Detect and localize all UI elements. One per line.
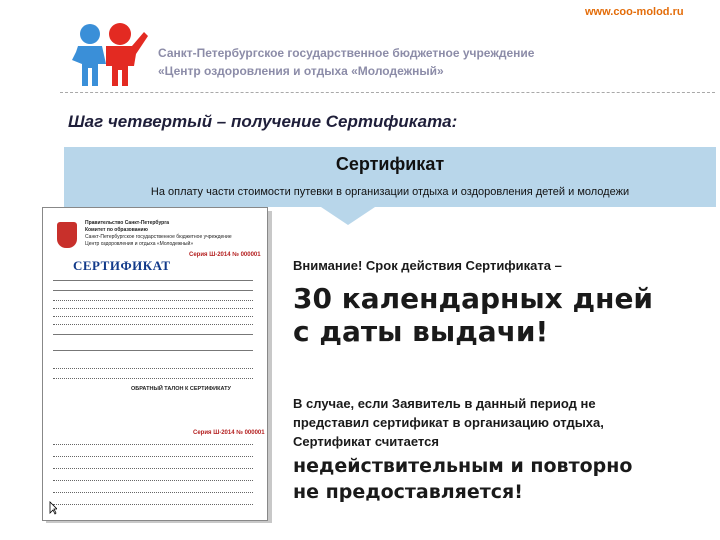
cert-form-line (53, 368, 253, 369)
condition-text (293, 394, 604, 451)
consequence-line2: не предоставляется! (293, 481, 523, 503)
cert-form-line (53, 324, 253, 325)
cert-form-line (53, 480, 253, 481)
cert-form-line (53, 334, 253, 335)
cert-institution-line2: Центр оздоровления и отдыха «Молодежный» (85, 241, 194, 247)
logo-children-icon (68, 20, 148, 90)
org-name-line1: Санкт-Петербургское государственное бюджетное учреждение (158, 46, 535, 60)
cert-form-line (53, 444, 253, 445)
certificate-image (42, 207, 268, 521)
cert-form-line (53, 504, 253, 505)
cert-form-line (53, 456, 253, 457)
cert-form-line (53, 290, 253, 291)
cert-authority-line1: Правительство Санкт-Петербурга (85, 220, 170, 226)
deadline-line1: 30 календарных дней (293, 282, 654, 315)
cert-form-line (53, 280, 253, 281)
cert-form-line (53, 316, 253, 317)
cert-form-line (53, 308, 253, 309)
cert-form-line (53, 468, 253, 469)
condition-line3: Сертификат считается (293, 434, 439, 449)
consequence-text (293, 453, 632, 505)
cert-authority-line2: Комитет по образованию (85, 227, 148, 233)
cert-serial: Серия Ш-2014 № 000001 (189, 252, 261, 258)
cert-serial-2: Серия Ш-2014 № 000001 (193, 430, 265, 436)
condition-line2: представил сертификат в организацию отдыха, (293, 415, 604, 430)
header-divider (60, 92, 715, 93)
certificate-banner (64, 147, 716, 207)
coat-of-arms-icon (57, 222, 77, 248)
condition-line1: В случае, если Заявитель в данный период не (293, 396, 596, 411)
cert-title: СЕРТИФИКАТ (73, 258, 171, 273)
logo (68, 20, 148, 90)
cert-form-line (53, 378, 253, 379)
cert-form-line (53, 300, 253, 301)
cursor-icon (49, 501, 57, 515)
cert-talon-title: ОБРАТНЫЙ ТАЛОН К СЕРТИФИКАТУ (131, 386, 231, 392)
cert-form-line (53, 492, 253, 493)
cert-form-line (53, 350, 253, 351)
validity-deadline (293, 282, 653, 348)
site-url[interactable]: www.coo-molod.ru (585, 6, 684, 18)
banner-title: Сертификат (335, 154, 445, 174)
org-name-line2: «Центр оздоровления и отдыха «Молодежный» (158, 64, 444, 78)
consequence-line1: недействительным и повторно (293, 455, 633, 477)
validity-warning: Внимание! Срок действия Сертификата – (293, 258, 562, 273)
deadline-line2: с даты выдачи! (293, 315, 549, 348)
cert-institution-line1: Санкт-Петербургское государственное бюджетное учреждение (85, 234, 232, 240)
banner-arrow-icon (318, 205, 378, 225)
step-title: Шаг четвертый – получение Сертификата: (68, 112, 458, 131)
banner-subtitle: На оплату части стоимости путевки в организации отдыха и оздоровления детей и молодежи (150, 186, 630, 198)
